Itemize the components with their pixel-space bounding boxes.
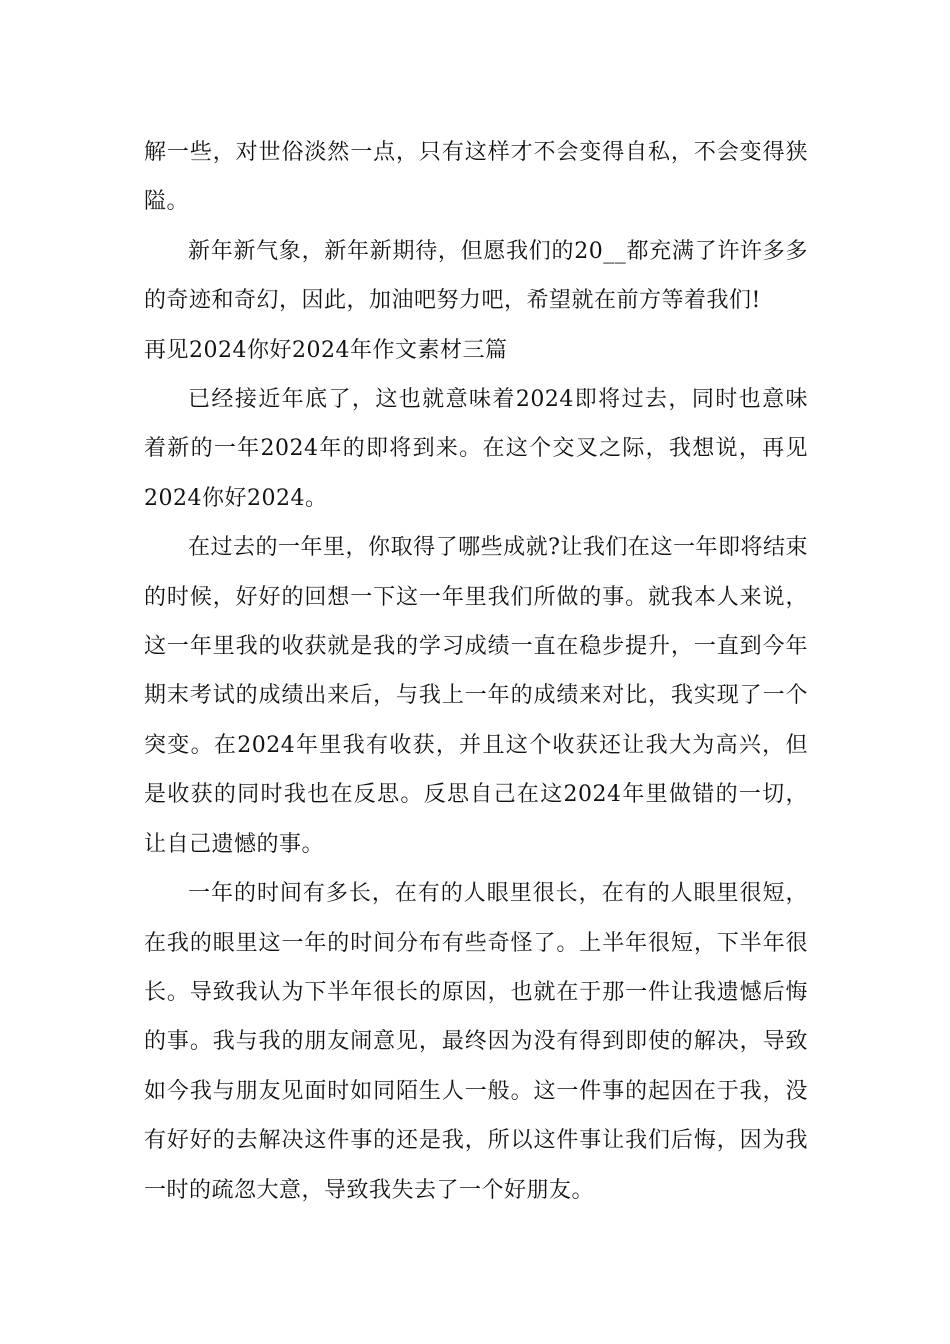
paragraph-year-end: 已经接近年底了，这也就意味着2024即将过去，同时也意味着新的一年2024年的即将到来。在这个交叉之际，我想说，再见2024你好2024。 <box>144 387 808 511</box>
section-title: 再见2024你好2024年作文素材三篇 <box>144 337 508 363</box>
document-body <box>144 128 808 1215</box>
paragraph-achievements: 在过去的一年里，你取得了哪些成就?让我们在这一年即将结束的时候，好好的回想一下这一年里我们所做的事。就我本人来说，这一年里我的收获就是我的学习成绩一直在稳步提升，一直到今年期末考试的成绩出来后，与我上一年的成绩来对比，我实现了一个突变。在2024年里我有收获，并且这个收获还让我大为高兴，但是收获的同时我也在反思。反思自己在这2024年里做错的一切，让自己遗憾的事。 <box>144 535 808 857</box>
paragraph-continuation: 解一些，对世俗淡然一点，只有这样才不会变得自私，不会变得狭隘。 <box>144 140 808 215</box>
paragraph-new-year: 新年新气象，新年新期待，但愿我们的20__都充满了许许多多的奇迹和奇幻，因此，加油吧努力吧，希望就在前方等着我们! <box>144 238 808 314</box>
paragraph-regret: 一年的时间有多长，在有的人眼里很长，在有的人眼里很短，在我的眼里这一年的时间分布有些奇怪了。上半年很短，下半年很长。导致我认为下半年很长的原因，也就在于那一件让我遗憾后悔的事。我与我的朋友闹意见，最终因为没有得到即使的解决，导致如今我与朋友见面时如同陌生人一般。这一件事的起因在于我，没有好好的去解决这件事的还是我，所以这件事让我们后悔，因为我一时的疏忽大意，导致我失去了一个好朋友。 <box>144 881 808 1203</box>
